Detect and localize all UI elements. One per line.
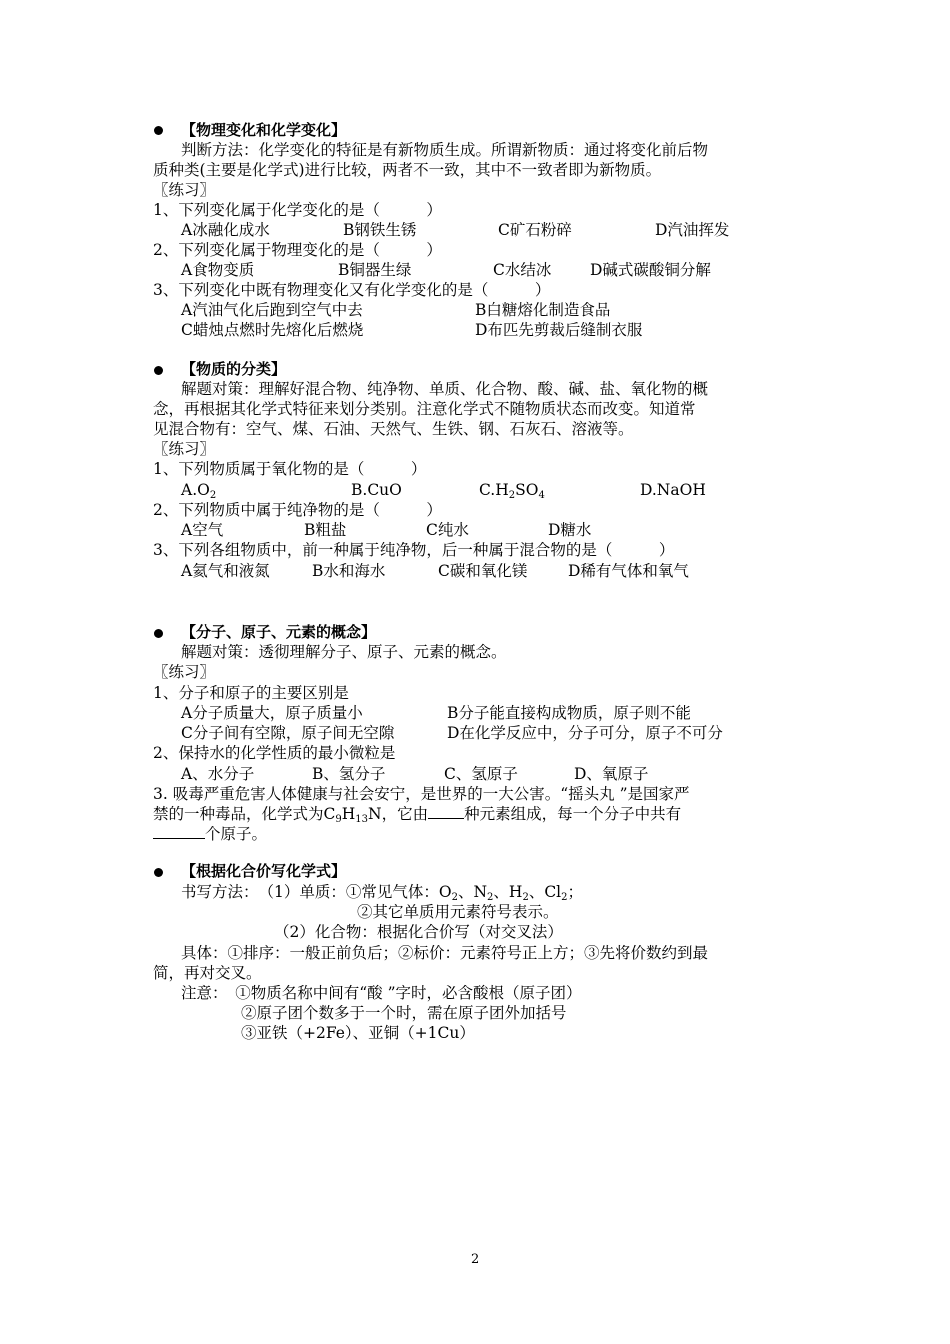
option: C、氢原子 [444,765,518,783]
option: D糖水 [548,521,592,539]
paragraph-line: ②原子团个数多于一个时，需在原子团外加括号 [241,1004,567,1022]
option: D、氧原子 [574,765,649,783]
question: 1、分子和原子的主要区别是 [153,684,349,702]
option: $C.H_2SO_4$ [479,481,545,501]
option: C矿石粉碎 [498,221,572,239]
bullet-icon [154,126,163,135]
question: 3、下列各组物质中，前一种属于纯净物，后一种属于混合物的是（ ） [153,541,675,559]
option: D碱式碳酸铜分解 [590,261,711,279]
option: A氦气和液氮 [181,562,270,580]
option: D.NaOH [640,481,706,499]
practice-label: 〖练习〗 [153,663,216,681]
option: C分子间有空隙，原子间无空隙 [181,724,395,742]
question: 2、下列变化属于物理变化的是（ ） [153,241,442,259]
option: B水和海水 [312,562,386,580]
paragraph-line: 具体：①排序：一般正前负后；②标价：元素符号正上方；③先将价数约到最 [181,944,709,962]
option: D稀有气体和氧气 [568,562,689,580]
option: B、氢分子 [312,765,386,783]
section-title-physical-chemical-change: 【物理变化和化学变化】 [181,121,347,139]
option: B铜器生绿 [338,261,412,279]
option: A食物变质 [181,261,255,279]
question: 3、下列变化中既有物理变化又有化学变化的是（ ） [153,281,551,299]
paragraph-line: 解题对策：透彻理解分子、原子、元素的概念。 [181,643,507,661]
paragraph-line: 书写方法： （1）单质：①常见气体：$O_2$、$N_2$、$H_2$、$Cl_2$； [181,883,584,903]
page-number: 2 [471,1252,480,1267]
section-title-classification: 【物质的分类】 [181,360,287,378]
question: 1、下列变化属于化学变化的是（ ） [153,201,442,219]
option: A、水分子 [181,765,255,783]
paragraph-line: （2）化合物：根据化合价写（对交叉法） [274,923,563,941]
answer-blank[interactable] [153,824,205,839]
question: 3. 吸毒严重危害人体健康与社会安宁，是世界的一大公害。“摇头丸 ”是国家严 [153,785,690,803]
paragraph-line: ③亚铁（+2Fe）、亚铜（+1Cu） [241,1024,475,1042]
practice-label: 〖练习〗 [153,181,216,199]
paragraph-line: 质种类(主要是化学式)进行比较，两者不一致，其中不一致者即为新物质。 [153,161,662,179]
option: D布匹先剪裁后缝制衣服 [475,321,643,339]
question-line: 禁的一种毒品，化学式为$C_9H_{13}N$，它由 种元素组成，每一个分子中共有 [153,805,682,825]
bullet-icon [154,629,163,638]
answer-blank[interactable] [428,804,464,819]
paragraph-line: 判断方法：化学变化的特征是有新物质生成。所谓新物质：通过将变化前后物 [181,141,709,159]
option: A空气 [181,521,224,539]
paragraph-line: 简，再对交叉。 [153,964,262,982]
question-line: 个原子。 [153,824,267,844]
question: 2、下列物质中属于纯净物的是（ ） [153,501,442,519]
option: C纯水 [426,521,469,539]
paragraph-line: ②其它单质用元素符号表示。 [357,903,559,921]
option: C蜡烛点燃时先熔化后燃烧 [181,321,364,339]
section-title-molecule-atom-element: 【分子、原子、元素的概念】 [181,623,377,641]
option: $A.O_2$ [181,481,217,501]
paragraph-line: 注意： ①物质名称中间有“酸 ”字时，必含酸根（原子团） [181,984,582,1002]
section-title-write-formula: 【根据化合价写化学式】 [181,862,347,880]
option: D汽油挥发 [655,221,730,239]
practice-label: 〖练习〗 [153,440,216,458]
option: B.CuO [351,481,402,499]
paragraph-line: 见混合物有：空气、煤、石油、天然气、生铁、钢、石灰石、溶液等。 [153,420,634,438]
option: A冰融化成水 [181,221,270,239]
option: B钢铁生锈 [343,221,417,239]
option: D在化学反应中，分子可分，原子不可分 [447,724,723,742]
question: 1、下列物质属于氧化物的是（ ） [153,460,427,478]
option: B粗盐 [304,521,347,539]
option: B分子能直接构成物质，原子则不能 [447,704,691,722]
option: C碳和氧化镁 [438,562,528,580]
bullet-icon [154,366,163,375]
option: A汽油气化后跑到空气中去 [181,301,363,319]
question: 2、保持水的化学性质的最小微粒是 [153,744,396,762]
option: B白糖熔化制造食品 [475,301,611,319]
paragraph-line: 念，再根据其化学式特征来划分类别。注意化学式不随物质状态而改变。知道常 [153,400,696,418]
bullet-icon [154,868,163,877]
option: A分子质量大，原子质量小 [181,704,363,722]
option: C水结冰 [493,261,552,279]
paragraph-line: 解题对策：理解好混合物、纯净物、单质、化合物、酸、碱、盐、氧化物的概 [181,380,709,398]
